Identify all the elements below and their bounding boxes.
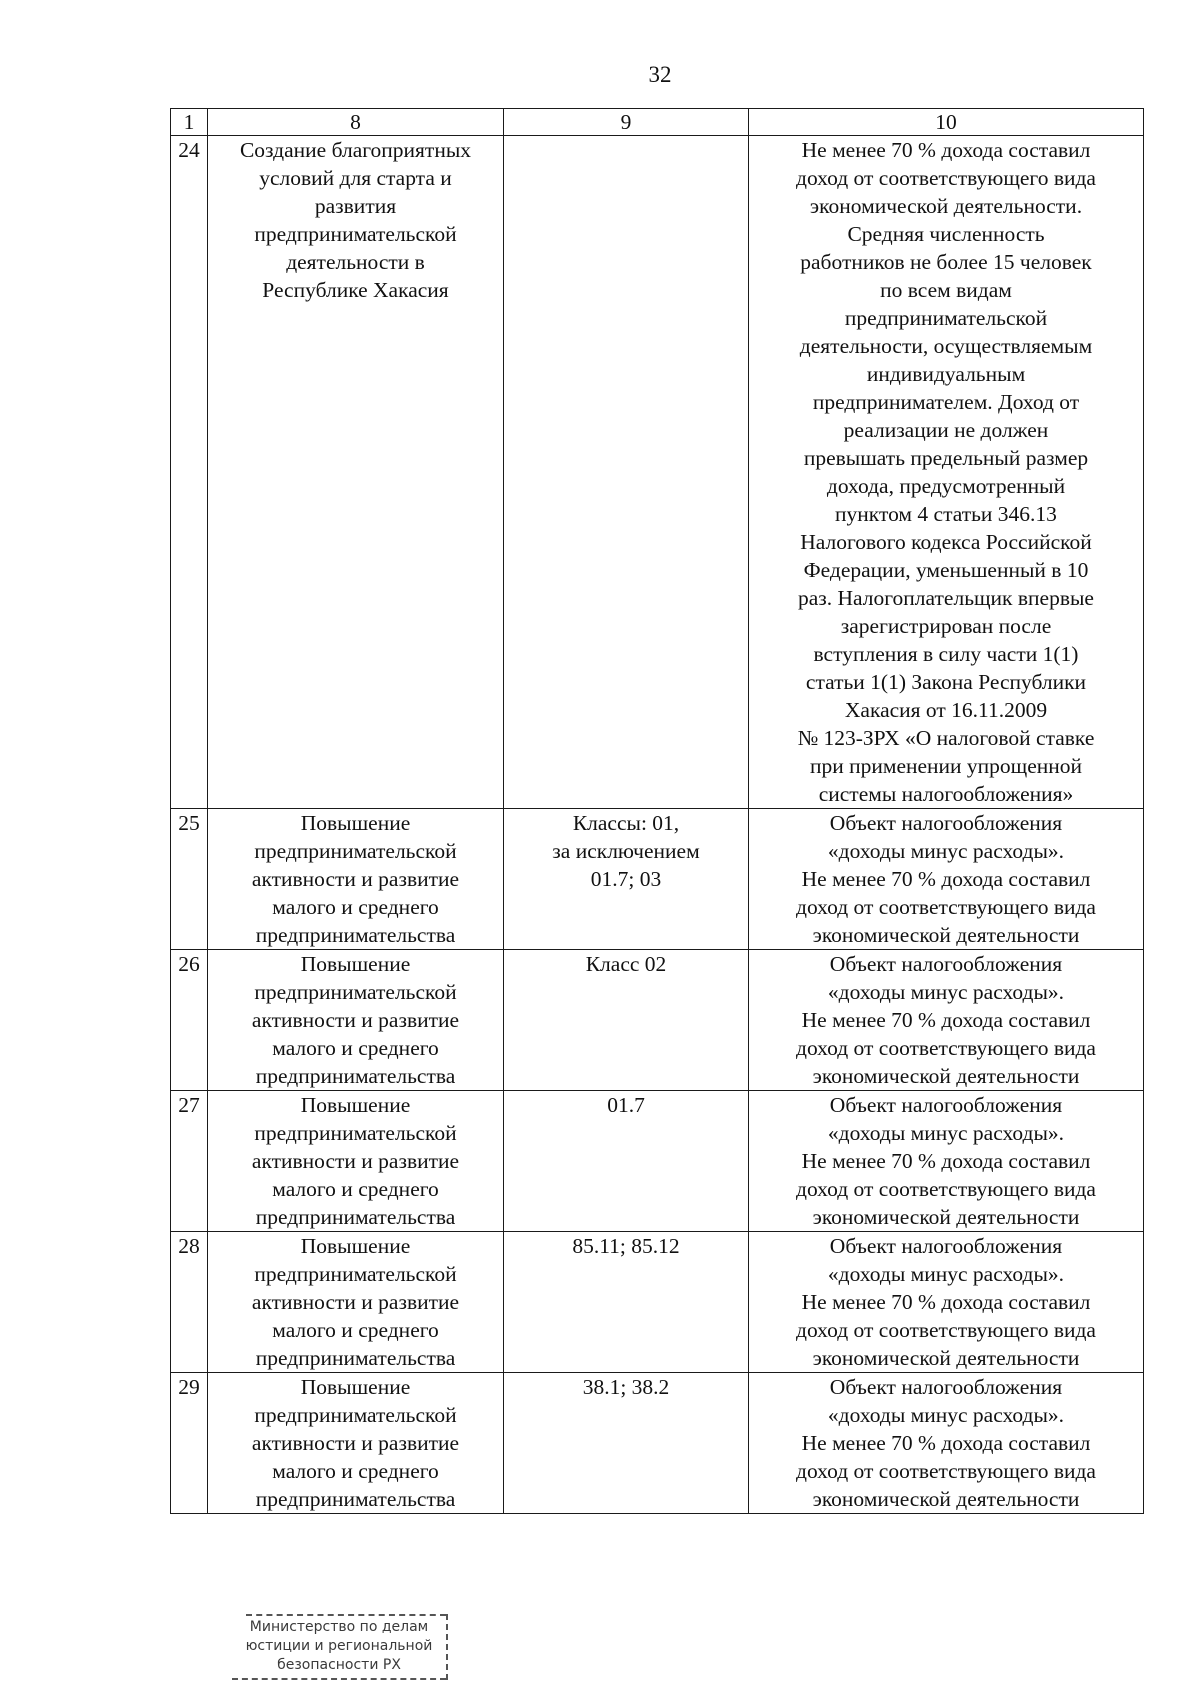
cell-text-line: Объект налогообложения xyxy=(829,952,1063,976)
cell-text-line: доход от соответствующего вида xyxy=(796,1177,1096,1201)
page-number: 32 xyxy=(648,62,672,87)
cell-text-line: предпринимательской xyxy=(254,1121,457,1145)
cell-col10 xyxy=(749,1373,1144,1514)
cell-text-line: зарегистрирован после xyxy=(840,614,1052,638)
header-cell-10: 10 xyxy=(749,109,1144,136)
cell-text-line: экономической деятельности xyxy=(812,1346,1080,1370)
cell-text-line: предпринимательской xyxy=(254,1262,457,1286)
cell-text-line: Повышение xyxy=(300,1234,411,1258)
cell-text-line: вступления в силу части 1(1) xyxy=(813,642,1079,666)
cell-text-line: активности и развитие xyxy=(251,1290,460,1314)
cell-text-line: реализации не должен xyxy=(843,418,1049,442)
cell-col8 xyxy=(208,136,504,809)
cell-text-line: предпринимательства xyxy=(255,923,456,947)
cell-text-line: статьи 1(1) Закона Республики xyxy=(805,670,1087,694)
cell-text-line: «доходы минус расходы». xyxy=(827,1121,1065,1145)
row-number: 28 xyxy=(171,1232,208,1373)
cell-text-line: по всем видам xyxy=(880,278,1012,302)
cell-text-line: индивидуальным xyxy=(866,362,1026,386)
cell-text-line: деятельности, осуществляемым xyxy=(799,334,1093,358)
cell-text-line: «доходы минус расходы». xyxy=(827,1403,1065,1427)
header-cell-9: 9 xyxy=(504,109,749,136)
cell-col9 xyxy=(504,1091,749,1232)
cell-col9 xyxy=(504,950,749,1091)
cell-text-line: предпринимательства xyxy=(255,1064,456,1088)
cell-text-line: малого и среднего xyxy=(272,895,439,919)
cell-text-line: предпринимательской xyxy=(254,222,457,246)
cell-col8 xyxy=(208,950,504,1091)
cell-text-line: Повышение xyxy=(300,811,411,835)
cell-col9 xyxy=(504,1232,749,1373)
document-table xyxy=(170,108,1144,1514)
cell-col10 xyxy=(749,136,1144,809)
row-number: 25 xyxy=(171,809,208,950)
cell-col9 xyxy=(504,136,749,809)
cell-text-line: развития xyxy=(314,194,397,218)
cell-text-line: активности и развитие xyxy=(251,1149,460,1173)
cell-text-line: 85.11; 85.12 xyxy=(572,1234,680,1258)
cell-col10 xyxy=(749,1091,1144,1232)
cell-text-line: предпринимательства xyxy=(255,1346,456,1370)
stamp-line: безопасности РХ xyxy=(277,1657,401,1673)
table-row xyxy=(171,1373,1144,1514)
cell-text-line: экономической деятельности xyxy=(812,1205,1080,1229)
cell-text-line: предпринимателем. Доход от xyxy=(812,390,1080,414)
cell-text-line: активности и развитие xyxy=(251,1431,460,1455)
stamp-line: юстиции и региональной xyxy=(245,1638,433,1654)
row-number: 24 xyxy=(171,136,208,809)
cell-text-line: Повышение xyxy=(300,952,411,976)
cell-text-line: 38.1; 38.2 xyxy=(582,1375,670,1399)
cell-col10 xyxy=(749,1232,1144,1373)
table-row xyxy=(171,1232,1144,1373)
cell-text-line: Повышение xyxy=(300,1375,411,1399)
cell-col8 xyxy=(208,1091,504,1232)
cell-text-line: Объект налогообложения xyxy=(829,1375,1063,1399)
table-row xyxy=(171,809,1144,950)
cell-text-line: доход от соответствующего вида xyxy=(796,166,1096,190)
cell-text-line: Класс 02 xyxy=(585,952,667,976)
cell-text-line: предпринимательской xyxy=(254,839,457,863)
stamp-border-right xyxy=(446,1614,448,1680)
cell-text-line: № 123-ЗРХ «О налоговой ставке xyxy=(797,726,1095,750)
header-cell-1: 1 xyxy=(171,109,208,136)
stamp-border-bottom xyxy=(232,1678,446,1680)
cell-text-line: системы налогообложения» xyxy=(818,782,1074,806)
cell-text-line: пунктом 4 статьи 346.13 xyxy=(835,502,1057,526)
table-body xyxy=(171,136,1144,1514)
cell-text-line: Хакасия от 16.11.2009 xyxy=(844,698,1048,722)
stamp-text xyxy=(232,1618,446,1675)
cell-text-line: Не менее 70 % дохода составил xyxy=(801,867,1091,891)
row-number: 26 xyxy=(171,950,208,1091)
header-cell-8: 8 xyxy=(208,109,504,136)
stamp-line: Министерство по делам xyxy=(249,1619,429,1635)
cell-text-line: экономической деятельности xyxy=(812,1487,1080,1511)
cell-text-line: «доходы минус расходы». xyxy=(827,839,1065,863)
cell-text-line: Объект налогообложения xyxy=(829,811,1063,835)
cell-col8 xyxy=(208,809,504,950)
cell-text-line: работников не более 15 человек xyxy=(800,250,1092,274)
cell-text-line: превышать предельный размер xyxy=(803,446,1089,470)
row-number: 29 xyxy=(171,1373,208,1514)
cell-text-line: Создание благоприятных xyxy=(239,138,472,162)
cell-text-line: условий для старта и xyxy=(259,166,452,190)
cell-text-line: раз. Налогоплательщик впервые xyxy=(798,586,1094,610)
cell-text-line: доход от соответствующего вида xyxy=(796,1459,1096,1483)
cell-text-line: Не менее 70 % дохода составил xyxy=(801,1431,1091,1455)
cell-text-line: доход от соответствующего вида xyxy=(796,895,1096,919)
cell-text-line: Классы: 01, xyxy=(572,811,680,835)
cell-text-line: предпринимательской xyxy=(254,980,457,1004)
cell-text-line: 01.7 xyxy=(607,1093,645,1117)
cell-text-line: Не менее 70 % дохода составил xyxy=(801,1149,1091,1173)
row-number: 27 xyxy=(171,1091,208,1232)
cell-col8 xyxy=(208,1232,504,1373)
cell-text-line: Не менее 70 % дохода составил xyxy=(801,1008,1091,1032)
ministry-stamp xyxy=(232,1614,448,1680)
cell-col8 xyxy=(208,1373,504,1514)
cell-text-line: «доходы минус расходы». xyxy=(827,980,1065,1004)
table-row xyxy=(171,136,1144,809)
cell-text-line: Не менее 70 % дохода составил xyxy=(801,138,1091,162)
cell-text-line: доход от соответствующего вида xyxy=(796,1036,1096,1060)
cell-text-line: активности и развитие xyxy=(251,1008,460,1032)
cell-col9 xyxy=(504,809,749,950)
cell-col9 xyxy=(504,1373,749,1514)
table-row xyxy=(171,950,1144,1091)
table-header-row xyxy=(171,109,1144,136)
cell-text-line: экономической деятельности xyxy=(812,923,1080,947)
cell-text-line: Объект налогообложения xyxy=(829,1093,1063,1117)
cell-text-line: доход от соответствующего вида xyxy=(796,1318,1096,1342)
cell-text-line: предпринимательской xyxy=(254,1403,457,1427)
cell-text-line: малого и среднего xyxy=(272,1318,439,1342)
cell-text-line: Федерации, уменьшенный в 10 xyxy=(803,558,1089,582)
cell-text-line: деятельности в xyxy=(286,250,425,274)
cell-text-line: предпринимательства xyxy=(255,1205,456,1229)
stamp-border-top xyxy=(246,1614,446,1616)
cell-text-line: малого и среднего xyxy=(272,1459,439,1483)
cell-text-line: Не менее 70 % дохода составил xyxy=(801,1290,1091,1314)
cell-text-line: Республике Хакасия xyxy=(262,278,449,302)
cell-text-line: предпринимательства xyxy=(255,1487,456,1511)
cell-text-line: дохода, предусмотренный xyxy=(826,474,1066,498)
cell-text-line: малого и среднего xyxy=(272,1177,439,1201)
cell-text-line: 01.7; 03 xyxy=(590,867,662,891)
cell-col10 xyxy=(749,809,1144,950)
table-row xyxy=(171,1091,1144,1232)
cell-col10 xyxy=(749,950,1144,1091)
cell-text-line: предпринимательской xyxy=(844,306,1048,330)
cell-text-line: Объект налогообложения xyxy=(829,1234,1063,1258)
cell-text-line: малого и среднего xyxy=(272,1036,439,1060)
cell-text-line: активности и развитие xyxy=(251,867,460,891)
cell-text-line: экономической деятельности. xyxy=(809,194,1083,218)
cell-text-line: «доходы минус расходы». xyxy=(827,1262,1065,1286)
cell-text-line: при применении упрощенной xyxy=(809,754,1083,778)
cell-text-line: Налогового кодекса Российской xyxy=(800,530,1092,554)
cell-text-line: экономической деятельности xyxy=(812,1064,1080,1088)
cell-text-line: Средняя численность xyxy=(847,222,1045,246)
cell-text-line: Повышение xyxy=(300,1093,411,1117)
cell-text-line: за исключением xyxy=(552,839,700,863)
